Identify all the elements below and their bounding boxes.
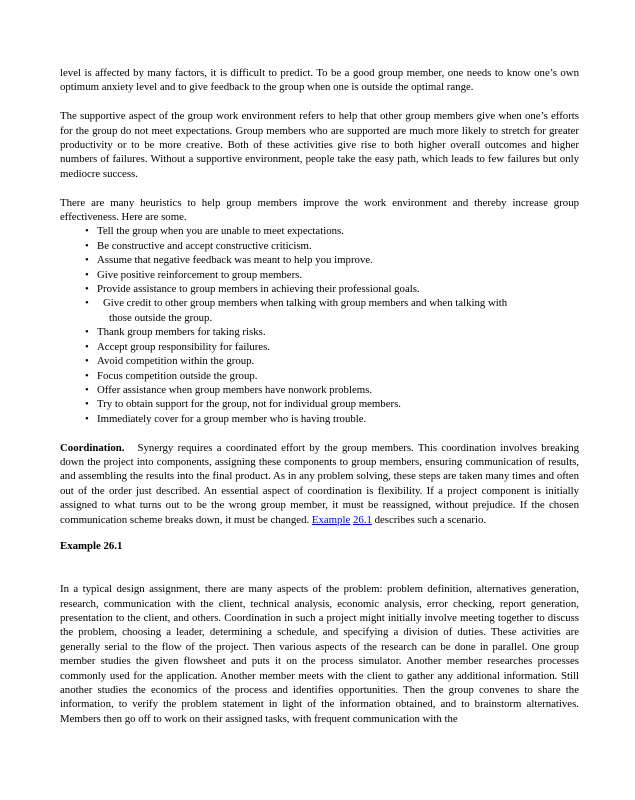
bullet-icon: • — [85, 412, 89, 425]
bullet-icon: • — [85, 340, 89, 353]
paragraph-example-body: In a typical design assignment, there are many aspects of the problem: problem definition, alternatives generation, research, communication with the client, technical analysis, economic analysis, error checking, report generation, presentation to the client, and others. Coordination in such a project might initially involve meeting together to discuss the problem, choosing a leader, determining a schedule, and specifying a division of duties. These activities are generally serial to the flow of the project. Then various aspects of the research can be done in parallel. One group member studies the given flowsheet and puts it on the process simulator. Another member researches processes commonly used for the application. Another member meets with the client to gather any additional information. Still another studies the economics of the process and identifies opportunities. Then the group convenes to share the information, to verify the problem statement in light of the information obtained, and to brainstorm alternatives. Members then go off to work on their assigned tasks, with frequent communication with the — [60, 583, 579, 725]
bullet-icon: • — [85, 369, 89, 382]
list-item: • Avoid competition within the group. — [85, 355, 255, 368]
bullet-icon: • — [85, 254, 89, 267]
paragraph-heuristics-intro: There are many heuristics to help group members improve the work environment and thereby increase group effectiveness. Here are some. — [60, 196, 579, 224]
list-item: • Tell the group when you are unable to meet expectations. — [85, 225, 344, 238]
list-item: • Immediately cover for a group member who is having trouble. — [85, 412, 367, 425]
paragraph-coordination — [60, 441, 579, 527]
list-item: • Accept group responsibility for failures. — [85, 340, 271, 353]
bullet-icon: • — [85, 355, 89, 368]
example-number-link[interactable]: 26.1 — [352, 513, 372, 526]
list-item: • Give positive reinforcement to group members. — [85, 268, 303, 281]
list-item: • Offer assistance when group members have nonwork problems. — [85, 383, 373, 396]
coordination-heading: Coordination. — [60, 441, 125, 454]
bullet-icon: • — [85, 268, 89, 281]
paragraph-supportive: The supportive aspect of the group work environment refers to help that other group members give when one’s efforts for the group do not meet expectations. Group members who are supported are much more likely to stretch for greater productivity or to be more creative. Both of these activities give rise to both higher overall outcomes and higher numbers of failures. Without a supportive environment, people take the easy path, which leads to few failures but only mediocre success. — [60, 110, 579, 180]
bullet-icon: • — [85, 297, 89, 310]
example-link[interactable]: Example — [311, 513, 351, 526]
bullet-icon: • — [85, 283, 89, 296]
list-item: • Give credit to other group members when talking with group members and when talking with those outside the group. — [85, 297, 508, 324]
list-item: • Be constructive and accept constructive criticism. — [85, 239, 312, 252]
list-item: • Focus competition outside the group. — [85, 369, 258, 382]
bullet-icon: • — [85, 225, 89, 238]
list-item: • Try to obtain support for the group, not for individual group members. — [85, 398, 401, 411]
document-page — [60, 66, 579, 726]
bullet-icon: • — [85, 383, 89, 396]
example-title: Example 26.1 — [60, 539, 123, 552]
heuristics-list — [60, 224, 579, 426]
paragraph-anxiety: level is affected by many factors, it is difficult to predict. To be a good group member, one needs to know one’s own optimum anxiety level and to give feedback to the group when one is outside the optimal range. — [60, 67, 579, 94]
coordination-body: Synergy requires a coordinated effort by the group members. This coordination involves breaking down the project into components, assigning these components to group members, ensuring communication of results, and assembling the results into the final product. As in any problem solving, these steps are taken many times and often out of the order just described. An essential aspect of coordination is flexibility. If a project component is initially assigned to what turns out to be the wrong group member, it must be reassigned, without prejudice. If the chosen communication scheme breaks down, it must be changed. — [60, 441, 580, 526]
bullet-icon: • — [85, 239, 89, 252]
bullet-icon: • — [85, 326, 89, 339]
bullet-icon: • — [85, 398, 89, 411]
coordination-tail: describes such a scenario. — [374, 513, 487, 526]
list-item: • Thank group members for taking risks. — [85, 326, 266, 339]
list-item: • Provide assistance to group members in achieving their professional goals. — [85, 283, 420, 296]
list-item: • Assume that negative feedback was meant to help you improve. — [85, 254, 373, 267]
